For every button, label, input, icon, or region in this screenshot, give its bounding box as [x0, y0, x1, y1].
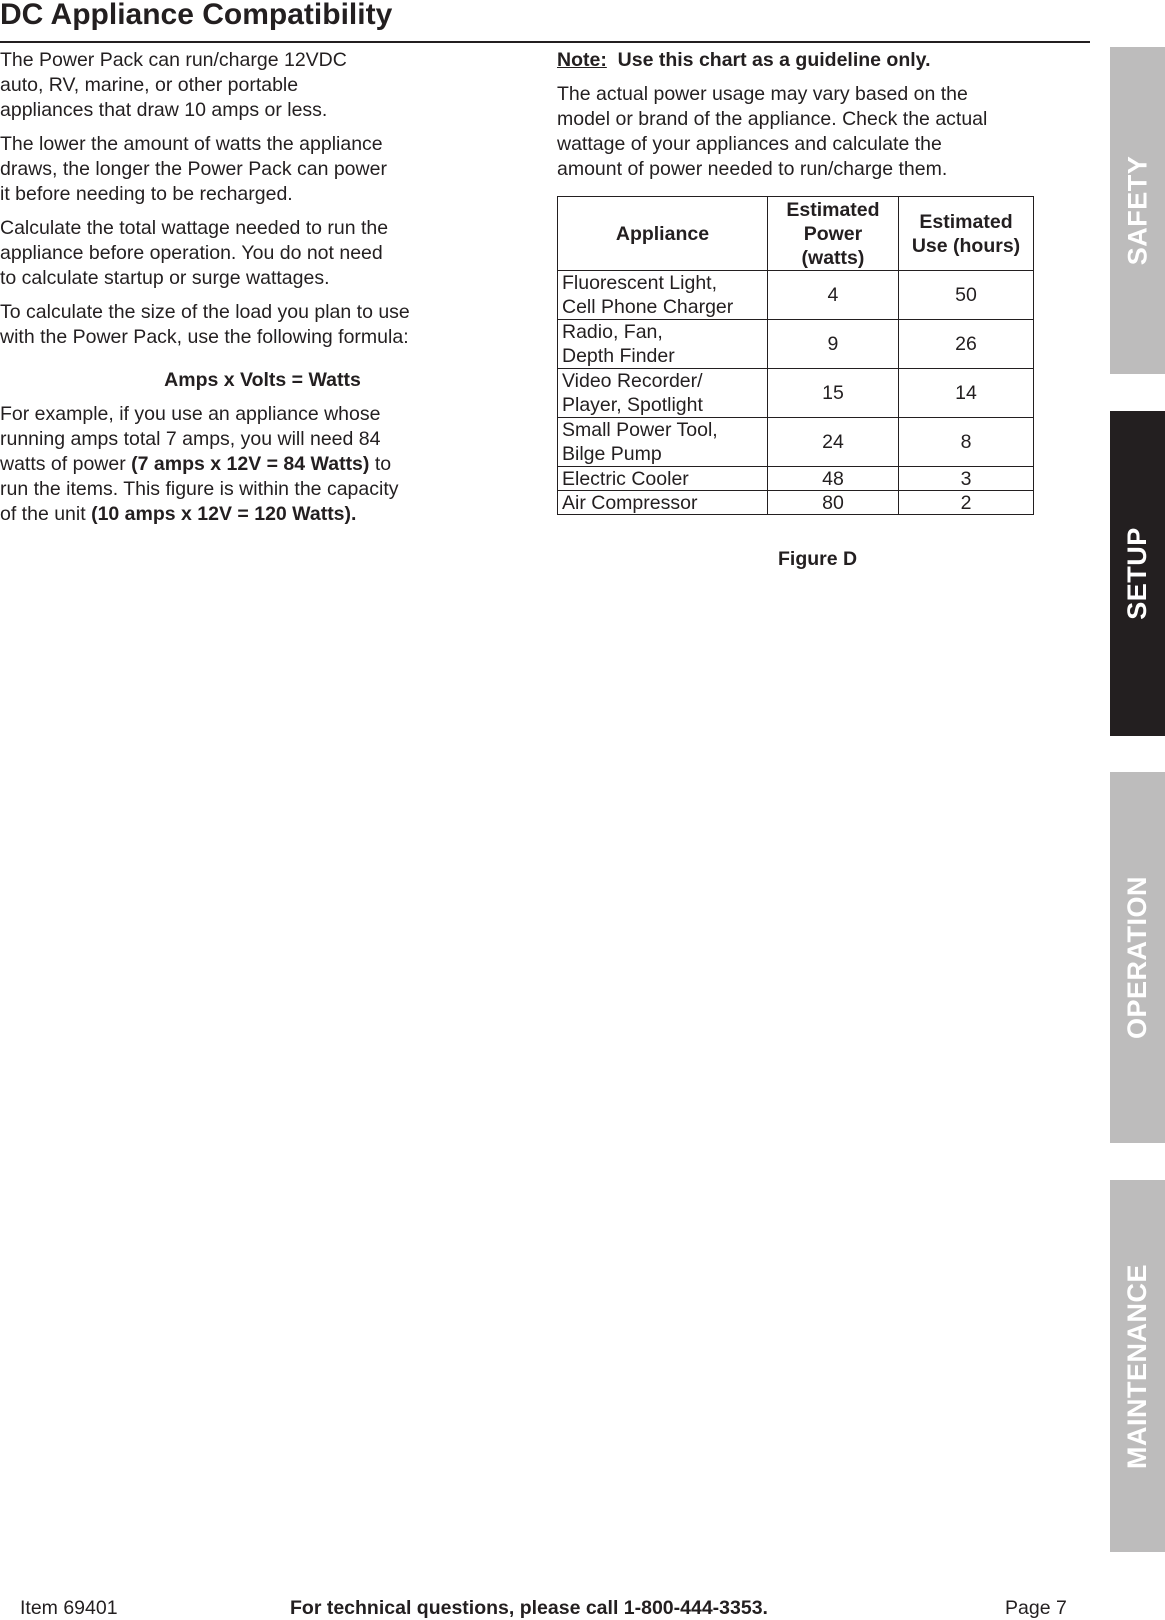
intro-paragraph-2 [0, 132, 445, 207]
cell-hours: 14 [899, 369, 1034, 418]
text-line: Fluorescent Light, [562, 272, 718, 294]
text-line: Video Recorder/ [562, 370, 703, 392]
text-line: The actual power usage may vary based on the [557, 83, 968, 105]
text-line: To calculate the size of the load you plan to use [0, 301, 410, 323]
table-row [558, 491, 1034, 515]
text-line: it before needing to be recharged. [0, 183, 293, 205]
note-label: Note: [557, 49, 607, 71]
tab-operation-label: OPERATION [1122, 875, 1153, 1040]
note-heading [557, 48, 1037, 73]
text-line: The lower the amount of watts the appliance [0, 133, 383, 155]
text-run: watts of power [0, 453, 132, 475]
text-line: Player, Spotlight [562, 394, 703, 416]
intro-column [0, 48, 445, 527]
tab-maintenance[interactable] [1110, 1180, 1165, 1552]
table-row [558, 467, 1034, 491]
text-line [0, 452, 445, 477]
appliance-chart [557, 196, 1034, 515]
text-line: model or brand of the appliance. Check the actual [557, 108, 988, 130]
header-line: Estimated [786, 198, 880, 221]
text-line: Depth Finder [562, 345, 675, 367]
text-line: running amps total 7 amps, you will need 84 [0, 428, 381, 450]
footer-help-line: For technical questions, please call 1-800-444-3353. [290, 1597, 768, 1619]
tab-setup-label: SETUP [1122, 527, 1152, 620]
header-power [767, 197, 898, 271]
note-column [557, 48, 1037, 182]
header-line: (watts) [801, 246, 865, 269]
cell-appliance [558, 271, 768, 320]
text-line: For example, if you use an appliance whose [0, 403, 381, 425]
text-run: to [369, 453, 392, 475]
page-title: DC Appliance Compatibility [0, 0, 393, 31]
cell-appliance [558, 491, 768, 515]
cell-hours: 50 [899, 271, 1034, 320]
cell-watts: 24 [767, 418, 898, 467]
text-line: auto, RV, marine, or other portable [0, 74, 299, 96]
cell-watts: 15 [767, 369, 898, 418]
tab-setup[interactable] [1110, 411, 1165, 736]
cell-appliance [558, 320, 768, 369]
cell-watts: 9 [767, 320, 898, 369]
text-run: of the unit [0, 503, 92, 525]
table-row [558, 320, 1034, 369]
capacity-calculation: (10 amps x 12V = 120 Watts). [91, 503, 357, 525]
note-body [557, 82, 1037, 182]
title-divider [0, 41, 1090, 43]
intro-paragraph-3 [0, 216, 445, 291]
cell-hours: 8 [899, 418, 1034, 467]
cell-appliance [558, 369, 768, 418]
cell-watts: 48 [767, 467, 898, 491]
text-line: appliances that draw 10 amps or less. [0, 99, 328, 121]
text-line: Electric Cooler [562, 467, 689, 490]
text-line: amount of power needed to run/charge them. [557, 158, 948, 180]
cell-watts: 80 [767, 491, 898, 515]
header-line: Estimated [919, 210, 1013, 233]
text-line: Calculate the total wattage needed to run the [0, 217, 389, 239]
table-header-row [558, 197, 1034, 271]
cell-watts: 4 [767, 271, 898, 320]
header-line: Use (hours) [911, 234, 1021, 257]
table-row [558, 418, 1034, 467]
footer-page-number: Page 7 [1005, 1597, 1067, 1619]
cell-appliance [558, 467, 768, 491]
text-line: with the Power Pack, use the following formula: [0, 326, 409, 348]
figure-label: Figure D [778, 548, 858, 570]
tab-safety-label: SAFETY [1122, 155, 1153, 266]
formula: Amps x Volts = Watts [164, 369, 361, 391]
footer-item-number: Item 69401 [20, 1597, 118, 1619]
note-heading-text: Use this chart as a guideline only. [617, 49, 931, 71]
text-line: The Power Pack can run/charge 12VDC [0, 49, 347, 71]
intro-paragraph-4 [0, 300, 445, 350]
header-use [899, 197, 1034, 271]
table-row [558, 369, 1034, 418]
text-line: draws, the longer the Power Pack can power [0, 158, 387, 180]
text-line: to calculate startup or surge wattages. [0, 267, 330, 289]
tab-maintenance-label: MAINTENANCE [1122, 1263, 1152, 1469]
tab-operation[interactable] [1110, 772, 1165, 1143]
text-line: wattage of your appliances and calculate the [557, 133, 942, 155]
header-appliance: Appliance [558, 197, 768, 271]
header-line: Power [803, 222, 863, 245]
table-row [558, 271, 1034, 320]
cell-hours: 3 [899, 467, 1034, 491]
tab-safety[interactable] [1110, 47, 1165, 374]
text-line: appliance before operation. You do not need [0, 242, 383, 264]
text-line: run the items. This figure is within the capacity [0, 478, 399, 500]
cell-hours: 2 [899, 491, 1034, 515]
cell-hours: 26 [899, 320, 1034, 369]
cell-appliance [558, 418, 768, 467]
text-line: Small Power Tool, [562, 419, 718, 441]
intro-paragraph-1 [0, 48, 445, 123]
text-line: Bilge Pump [562, 443, 662, 465]
text-line: Cell Phone Charger [562, 296, 734, 318]
example-calculation: (7 amps x 12V = 84 Watts) [131, 453, 370, 475]
text-line: Radio, Fan, [562, 321, 663, 343]
example-paragraph [0, 402, 445, 527]
text-line [0, 502, 445, 527]
text-line: Air Compressor [562, 491, 698, 514]
